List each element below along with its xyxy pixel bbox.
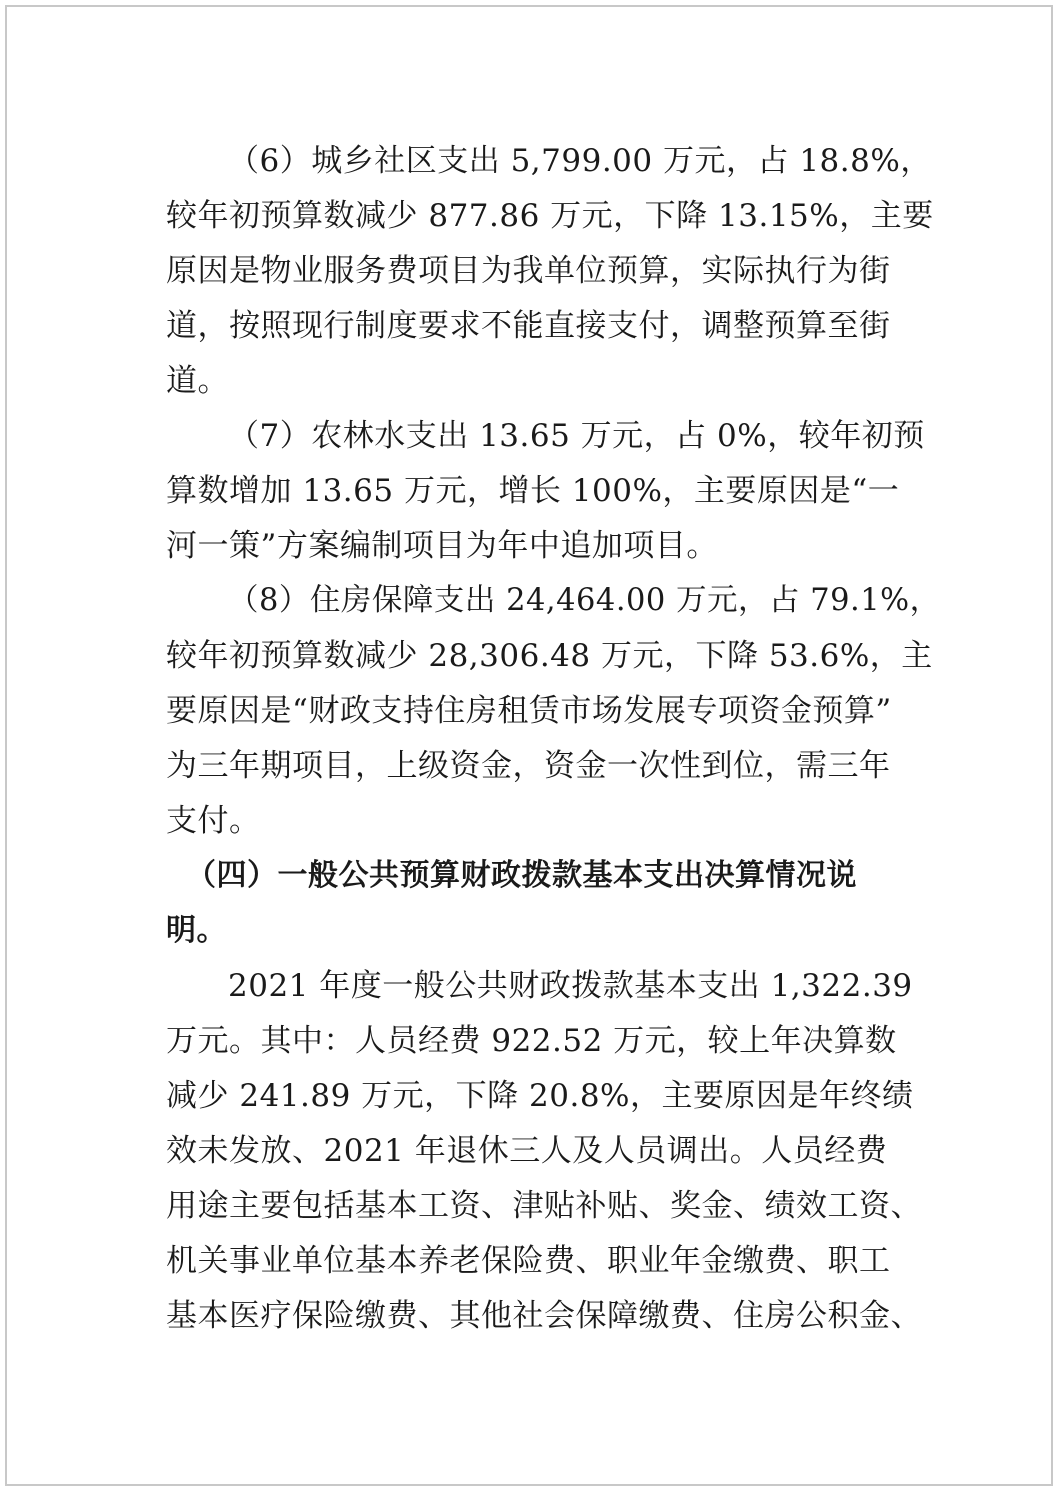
text-line-21: 机关事业单位基本养老保险费、职业年金缴费、职工 (166, 1243, 891, 1279)
text-line-10: 较年初预算数减少 28,306.48 万元，下降 53.6%，主 (166, 638, 933, 674)
text-line-19: 效未发放、2021 年退休三人及人员调出。人员经费 (166, 1133, 888, 1169)
text-line-8: 河一策”方案编制项目为年中追加项目。 (166, 528, 718, 564)
text-line-18: 减少 241.89 万元，下降 20.8%，主要原因是年终绩 (166, 1078, 914, 1114)
text-line-20: 用途主要包括基本工资、津贴补贴、奖金、绩效工资、 (166, 1188, 922, 1224)
text-line-1: （6）城乡社区支出 5,799.00 万元，占 18.8%， (228, 143, 932, 179)
text-line-16: 2021 年度一般公共财政拨款基本支出 1,322.39 (228, 968, 913, 1004)
section-heading: （四）一般公共预算财政拨款基本支出决算情况说 (186, 858, 857, 893)
text-line-2: 较年初预算数减少 877.86 万元，下降 13.15%，主要 (166, 198, 934, 234)
text-line-7: 算数增加 13.65 万元，增长 100%，主要原因是“一 (166, 473, 900, 509)
text-line-17: 万元。其中：人员经费 922.52 万元，较上年决算数 (166, 1023, 897, 1059)
text-line-4: 道，按照现行制度要求不能直接支付，调整预算至街 (166, 308, 891, 344)
text-line-11: 要原因是“财政支持住房租赁市场发展专项资金预算” (166, 693, 892, 729)
text-line-12: 为三年期项目，上级资金，资金一次性到位，需三年 (166, 748, 891, 784)
text-line-13: 支付。 (166, 803, 261, 839)
text-line-6: （7）农林水支出 13.65 万元，占 0%，较年初预 (228, 418, 925, 454)
text-line-22: 基本医疗保险缴费、其他社会保障缴费、住房公积金、 (166, 1298, 922, 1334)
section-heading-cont: 明。 (166, 913, 227, 948)
text-line-5: 道。 (166, 363, 229, 399)
text-line-3: 原因是物业服务费项目为我单位预算，实际执行为街 (166, 253, 891, 289)
text-line-9: （8）住房保障支出 24,464.00 万元，占 79.1%， (228, 583, 941, 618)
